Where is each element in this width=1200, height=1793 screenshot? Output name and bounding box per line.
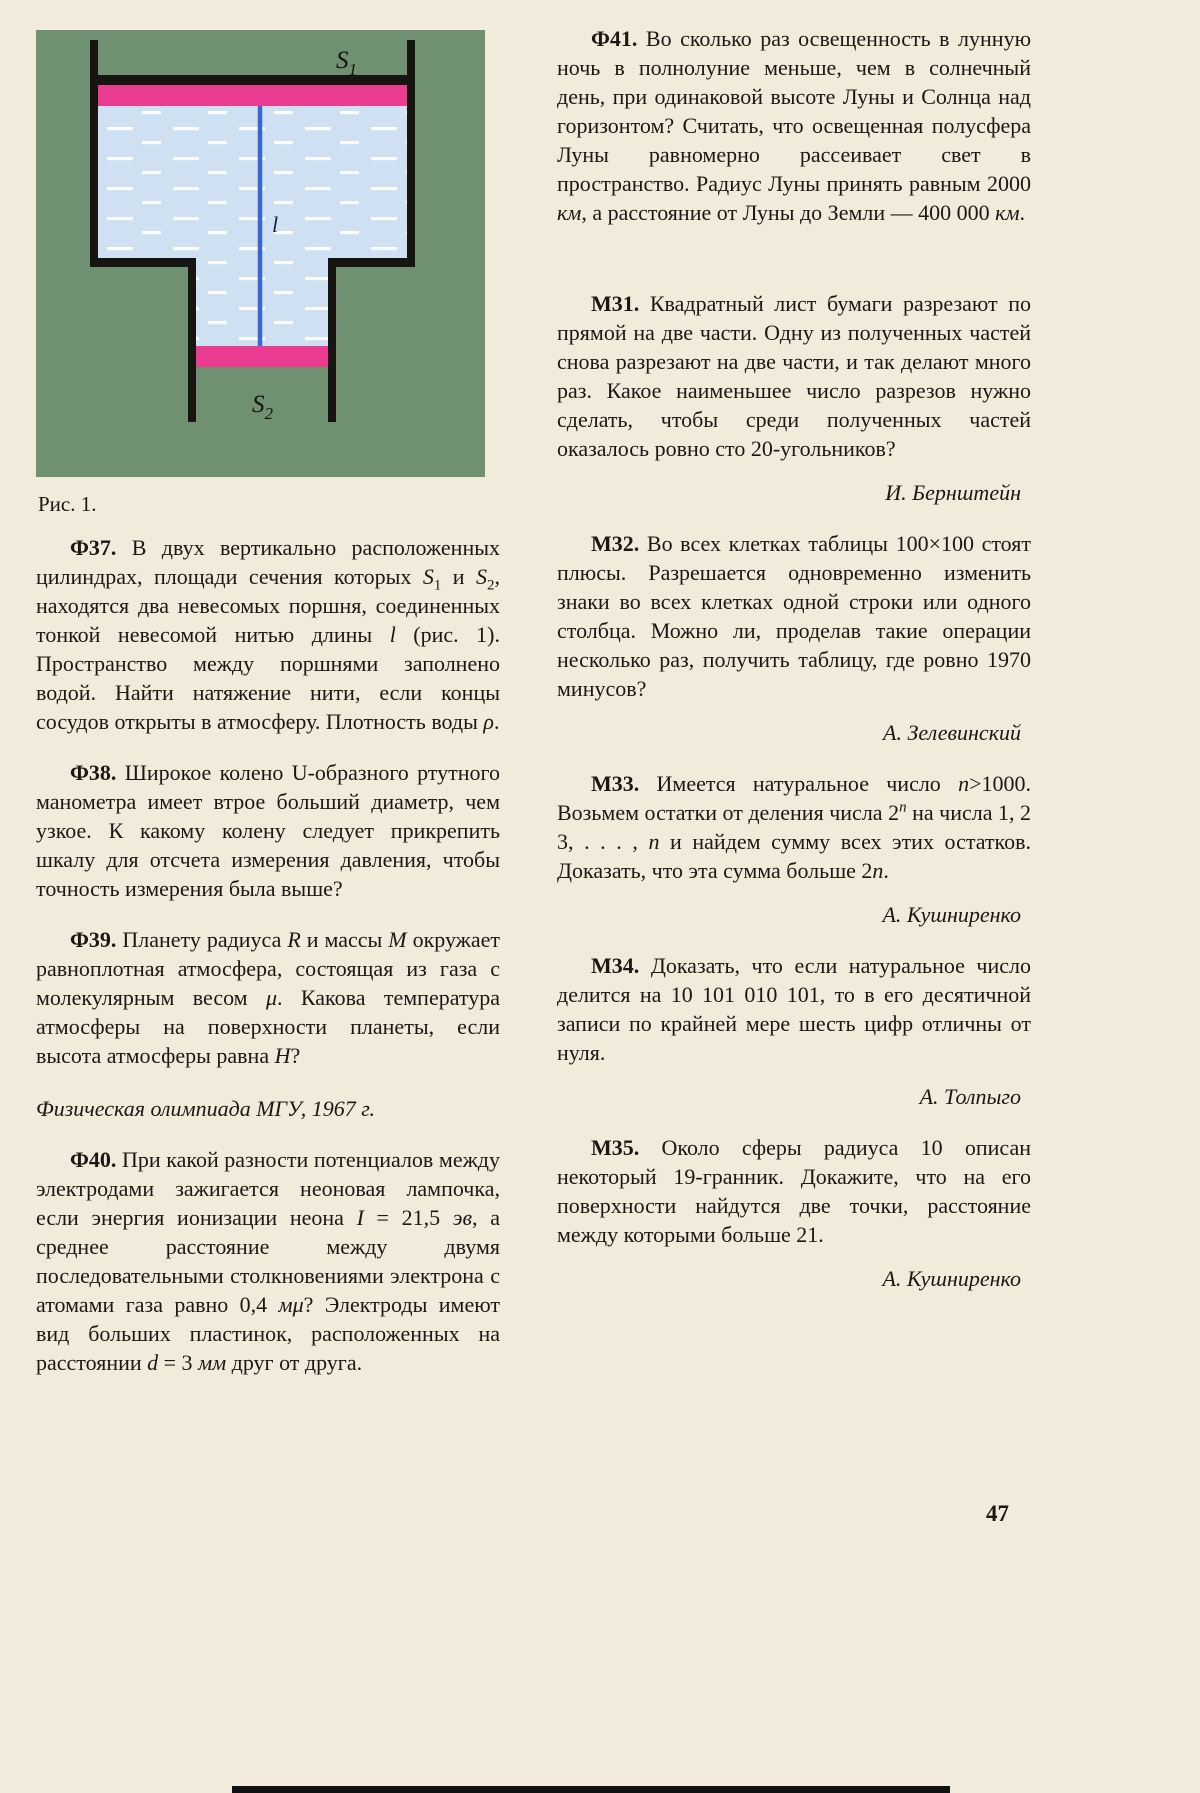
text-segment: Во всех клетках таблицы 100×100 стоят плюсы. Разрешается одновременно изменить знаки во всех клетках одной строки или одного столбца. Можно ли, проделав такие операции несколько раз, получить таблицу, где ровно 1970 минусов? (557, 531, 1031, 701)
water-dashes-wide (97, 106, 407, 262)
text-segment: l (389, 622, 396, 647)
problem-number: Ф39. (70, 927, 117, 952)
text-segment: 2 (487, 577, 495, 594)
text-segment: на числа 1, 2 3, . . . , (557, 800, 1031, 854)
author-byline: А. Кушниренко (882, 902, 1021, 927)
figure-1 (36, 30, 485, 477)
label-s1: $S_1$ (336, 47, 357, 79)
problem-Ф38 (36, 758, 500, 903)
figure-1-diagram (36, 30, 485, 477)
author-byline: А. Кушниренко (882, 1266, 1021, 1291)
text-segment: Доказать, что если натуральное число делится на 10 101 010 101, то в его десятичной записи по крайней мере шесть цифр отличны от нуля. (557, 953, 1032, 1065)
scan-edge-artifact (232, 1786, 950, 1793)
text-segment: = 21,5 (363, 1205, 453, 1230)
text-segment: n (958, 771, 970, 796)
text-segment: Во сколько раз освещенность в лунную ночь в полнолуние меньше, чем в солнечный день, при одинаковой высоте Луны и Солнца над горизонтом? Считать, что освещенная полусфера Луны равномерно рассеивает свет в пространство. Радиус Луны принять равным 2000 (557, 26, 1032, 196)
text-segment: R (287, 927, 301, 952)
problem-Ф39 (36, 925, 500, 1070)
top-plate (90, 75, 415, 85)
problem-number: Ф40. (70, 1147, 117, 1172)
text-segment: Квадратный лист бумаги разрезают по прямой на две части. Одну из полученных частей снова разрезают на две части, и так делают много раз. Какое наименьшее число разрезов нужно сделать, чтобы среди полученных частей оказалось ровно сто 20-угольников? (557, 291, 1032, 461)
wide-right-wall (407, 40, 415, 267)
text-segment: I (356, 1205, 364, 1230)
text-segment: 1 (433, 577, 442, 594)
text-segment: . (493, 709, 500, 734)
text-segment: . (1019, 200, 1025, 225)
problem-М35 (557, 1133, 1031, 1249)
text-segment: ρ (483, 709, 494, 734)
left-column-text (36, 533, 500, 1377)
author-byline: И. Бернштейн (885, 480, 1021, 505)
text-segment: . (883, 858, 889, 883)
text-segment: n (899, 799, 907, 816)
problem-М33 (557, 769, 1031, 885)
text-segment: мμ (278, 1292, 304, 1317)
text-segment: S (422, 564, 434, 589)
text-segment: n (648, 829, 660, 854)
text-segment: H (274, 1043, 291, 1068)
problem-М32 (557, 529, 1031, 703)
wide-left-wall (90, 40, 98, 267)
text-segment: и массы (300, 927, 389, 952)
text-segment: μ (265, 985, 278, 1010)
text-segment: В двух вертикально расположенных цилиндрах, площади сечения которых (36, 535, 501, 589)
text-segment: Имеется натуральное число (656, 771, 959, 796)
text-segment: ? (290, 1043, 301, 1068)
text-segment: , находятся два невесомых поршня, соединенных тонкой невесомой нитью длины (36, 564, 500, 647)
problem-number: М35. (591, 1135, 640, 1160)
problem-number: Ф37. (70, 535, 117, 560)
text-segment: n (872, 858, 884, 883)
problem-Ф40 (36, 1145, 500, 1377)
text-segment: S (476, 564, 488, 589)
problem-Ф37 (36, 533, 500, 736)
text-segment: (рис. 1). Пространство между поршнями заполнено водой. Найти натяжение нити, если концы сосудов открыты в атмосферу. Плотность воды (36, 622, 500, 734)
text-segment: , а расстояние от Луны до Земли — 400 000 (581, 200, 996, 225)
narrow-right-wall (328, 258, 336, 422)
text-segment: , а среднее расстояние между двумя последовательными столкновениями электрона с атомами газа равно 0,4 (36, 1205, 500, 1317)
problem-number: М32. (591, 531, 640, 556)
problem-М34 (557, 951, 1031, 1067)
right-column (557, 24, 1031, 1297)
text-segment: и (441, 564, 477, 589)
problem-number: Ф38. (70, 760, 117, 785)
problem-number: М34. (591, 953, 640, 978)
text-segment: друг от друга. (226, 1350, 363, 1375)
text-segment: Около сферы радиуса 10 описан некоторый 19-гранник. Докажите, что на его поверхности найдутся две точки, расстояние между которыми больше 21. (557, 1135, 1031, 1247)
problem-М31 (557, 289, 1031, 463)
text-segment: = 3 (158, 1350, 199, 1375)
problem-Ф41 (557, 24, 1031, 227)
text-segment: эв (452, 1205, 473, 1230)
problem-number: М31. (591, 291, 640, 316)
source-line: Физическая олимпиада МГУ, 1967 г. (36, 1096, 376, 1121)
text-segment: Планету радиуса (122, 927, 288, 952)
text-segment: Широкое колено U-образного ртутного манометра имеет втрое больший диаметр, чем узкое. К какому колену следует прикрепить шкалу для отсчета измерения давления, чтобы точность измерения была выше? (36, 760, 500, 901)
left-shoulder (90, 258, 196, 267)
left-column (36, 30, 500, 1377)
figure-caption: Рис. 1. (38, 492, 97, 516)
text-segment: d (147, 1350, 159, 1375)
text-segment: ? Электроды имеют вид больших пластинок, расположенных на расстоянии (36, 1292, 500, 1375)
text-segment: и найдем сумму всех этих остатков. Доказать, что эта сумма больше 2 (557, 829, 1032, 883)
narrow-left-wall (188, 258, 196, 422)
right-shoulder (328, 258, 415, 267)
text-segment: мм (198, 1350, 227, 1375)
label-l: l (272, 212, 279, 237)
text-segment: км (995, 200, 1020, 225)
text-segment: При какой разности потенциалов между электродами зажигается неоновая лампочка, если энергия ионизации неона (36, 1147, 500, 1230)
author-byline: А. Зелевинский (883, 720, 1021, 745)
text-segment: >1000. Возьмем остатки от деления числа 2 (557, 771, 1031, 825)
problem-number: М33. (591, 771, 640, 796)
piston-top (97, 85, 407, 106)
text-segment: окружает равноплотная атмосфера, состоящая из газа с молекулярным весом (36, 927, 501, 1010)
piston-bottom (196, 346, 328, 367)
label-s2: $S_2$ (252, 391, 273, 423)
problem-number: Ф41. (591, 26, 638, 51)
text-segment: M (388, 927, 407, 952)
page-number: 47 (986, 1501, 1009, 1526)
text-segment: км (557, 200, 582, 225)
text-segment: . Какова температура атмосферы на поверхности планеты, если высота атмосферы равна (36, 985, 500, 1068)
author-byline: А. Толпыго (919, 1084, 1021, 1109)
